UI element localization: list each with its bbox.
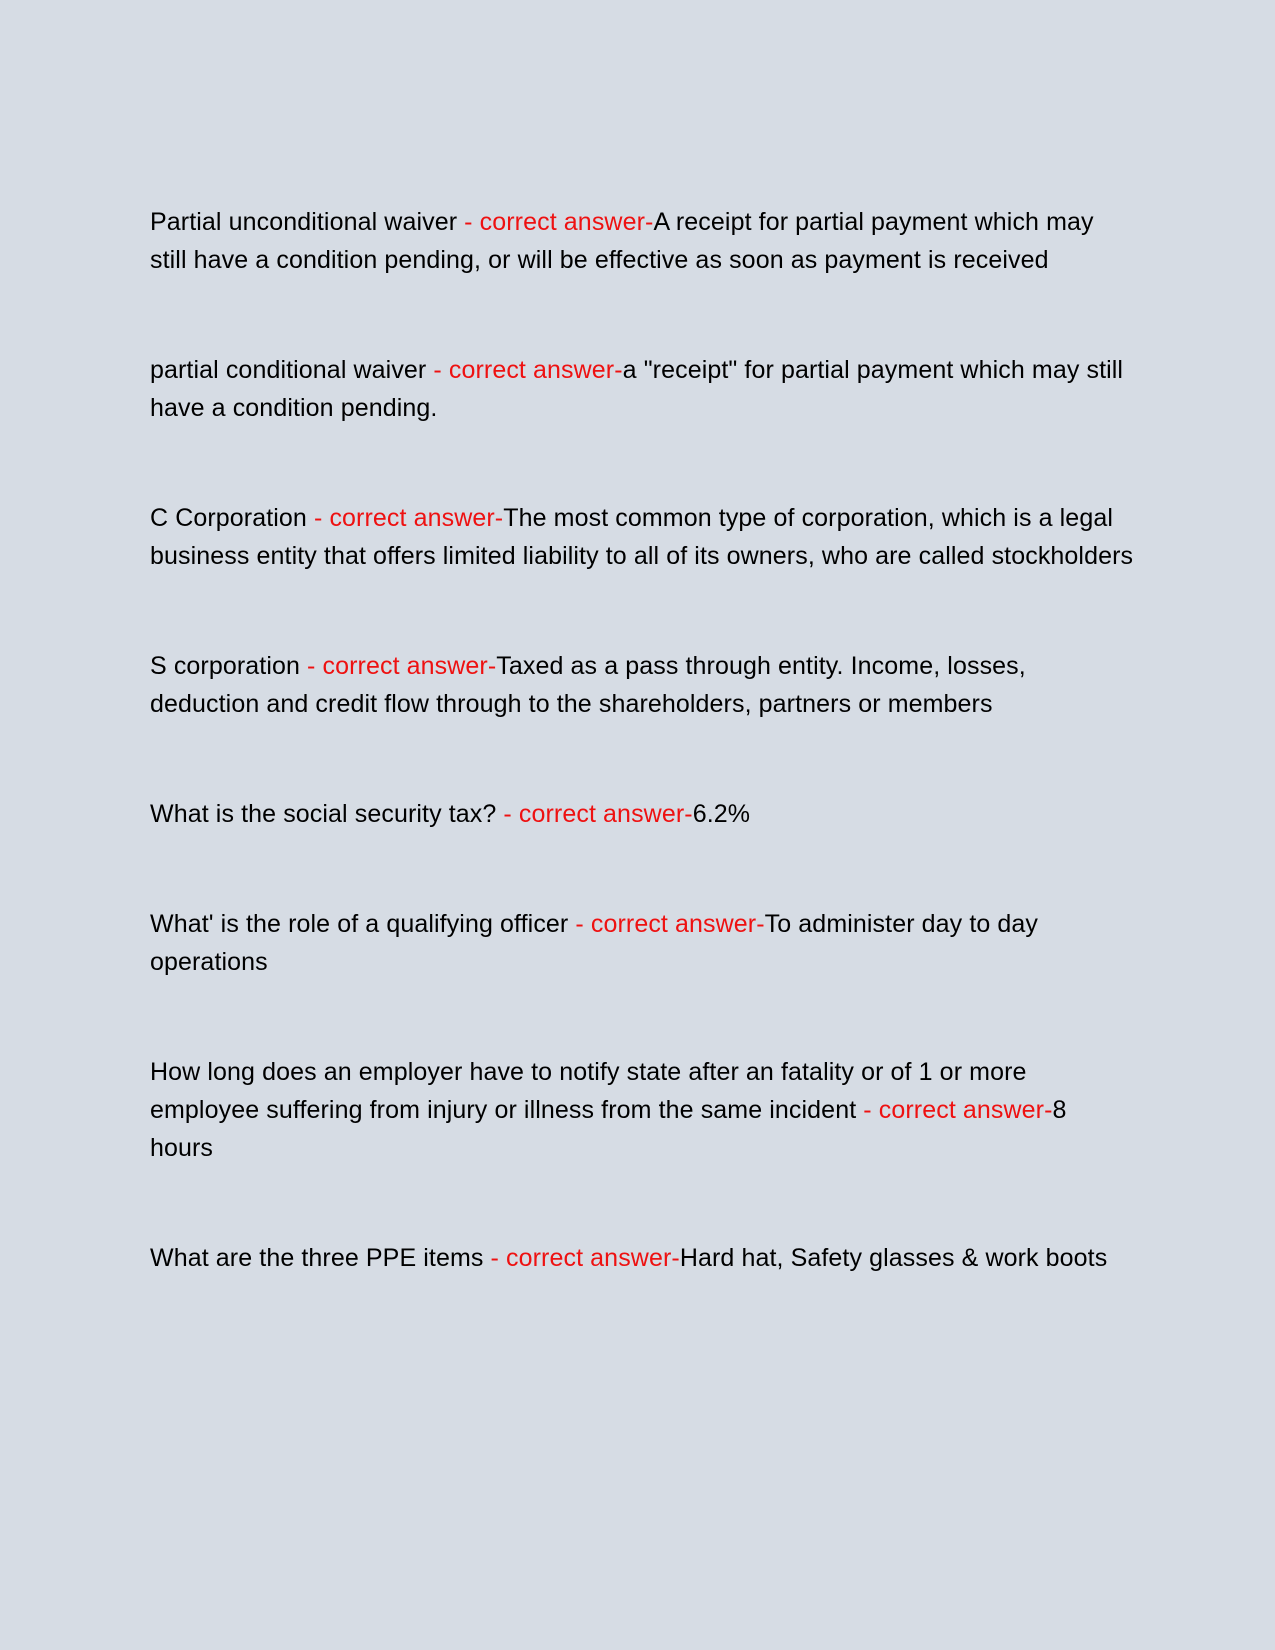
- correct-answer-marker: - correct answer-: [306, 504, 504, 532]
- qa-item: [150, 647, 1135, 723]
- qa-term: What is the social security tax?: [150, 800, 497, 828]
- qa-answer: A receipt for partial payment which may still have a condition pending, or will be effective as soon as payment is received: [150, 208, 1094, 274]
- qa-item: [150, 351, 1135, 427]
- correct-answer-marker: - correct answer-: [496, 800, 693, 828]
- qa-item: [150, 1239, 1135, 1277]
- qa-answer: To administer day to day operations: [150, 910, 1039, 976]
- qa-answer: 6.2%: [692, 800, 751, 828]
- qa-term: What' is the role of a qualifying officer: [150, 910, 569, 938]
- correct-answer-marker: - correct answer-: [300, 652, 497, 680]
- qa-answer: Taxed as a pass through entity. Income, losses, deduction and credit flow through to the shareholders, partners or members: [150, 652, 1026, 718]
- qa-term: What are the three PPE items: [150, 1244, 484, 1272]
- qa-term: C Corporation: [150, 504, 307, 532]
- correct-answer-marker: - correct answer-: [568, 910, 765, 938]
- qa-item: [150, 1053, 1135, 1167]
- qa-term: partial conditional waiver: [150, 356, 427, 384]
- qa-item: [150, 905, 1135, 981]
- qa-term: How long does an employer have to notify state after an fatality or of 1 or more employee suffering from injury or illness from the same incident: [150, 1058, 1027, 1124]
- qa-term: Partial unconditional waiver: [150, 208, 458, 236]
- correct-answer-marker: - correct answer-: [426, 356, 623, 384]
- qa-answer: 8 hours: [150, 1096, 1067, 1162]
- qa-list: [150, 203, 1135, 1349]
- correct-answer-marker: - correct answer-: [483, 1244, 680, 1272]
- qa-answer: The most common type of corporation, which is a legal business entity that offers limited liability to all of its owners, who are called stockholders: [150, 504, 1134, 570]
- qa-term: S corporation: [150, 652, 300, 680]
- qa-answer: Hard hat, Safety glasses & work boots: [679, 1244, 1108, 1272]
- qa-answer: a "receipt" for partial payment which may still have a condition pending.: [150, 356, 1124, 422]
- qa-item: [150, 795, 1135, 833]
- qa-item: [150, 499, 1135, 575]
- correct-answer-marker: - correct answer-: [457, 208, 654, 236]
- correct-answer-marker: - correct answer-: [856, 1096, 1053, 1124]
- qa-item: [150, 203, 1135, 279]
